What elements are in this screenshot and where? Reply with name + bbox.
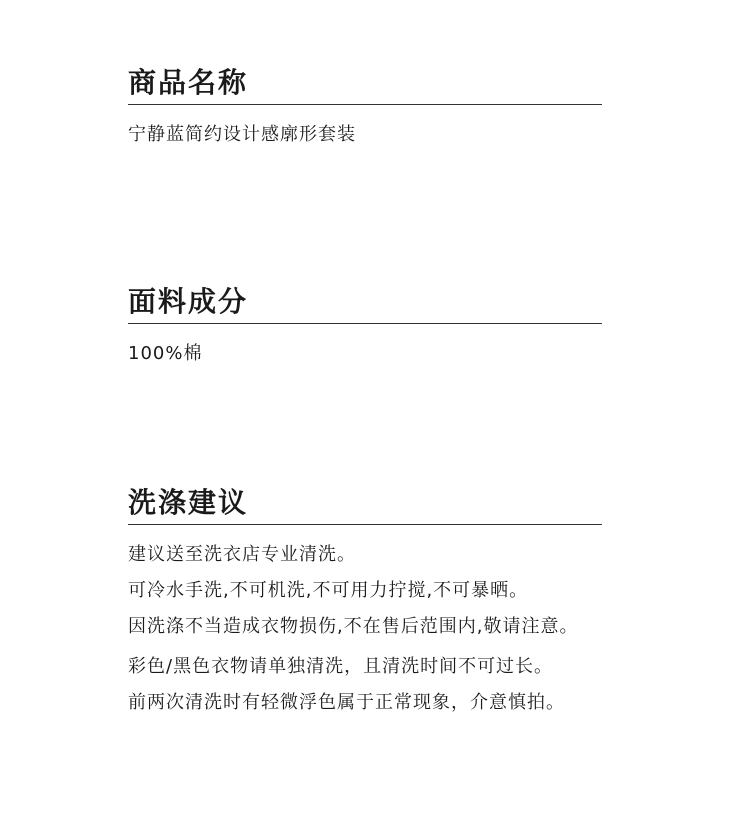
- product-name-heading: 商品名称: [128, 66, 602, 105]
- material-heading: 面料成分: [128, 285, 602, 324]
- care-heading: 洗涤建议: [128, 486, 602, 525]
- product-name-text: 宁静蓝简约设计感廓形套装: [128, 124, 356, 145]
- care-line-4: 彩色/黑色衣物请单独清洗，且清洗时间不可过长。: [128, 656, 554, 677]
- material-text: 100%棉: [128, 343, 203, 364]
- care-line-5: 前两次清洗时有轻微浮色属于正常现象，介意慎拍。: [128, 692, 565, 713]
- care-section: [128, 486, 602, 721]
- material-value: [128, 336, 602, 372]
- care-line-3: 因洗涤不当造成衣物损伤,不在售后范围内,敬请注意。: [128, 616, 579, 637]
- product-name-section: [128, 66, 602, 153]
- care-line-2: 可冷水手洗,不可机洗,不可用力拧搅,不可暴晒。: [128, 580, 529, 601]
- product-name-value: [128, 117, 602, 153]
- care-line-1: 建议送至洗衣店专业清洗。: [128, 544, 356, 565]
- care-instructions: [128, 537, 602, 721]
- material-section: [128, 285, 602, 372]
